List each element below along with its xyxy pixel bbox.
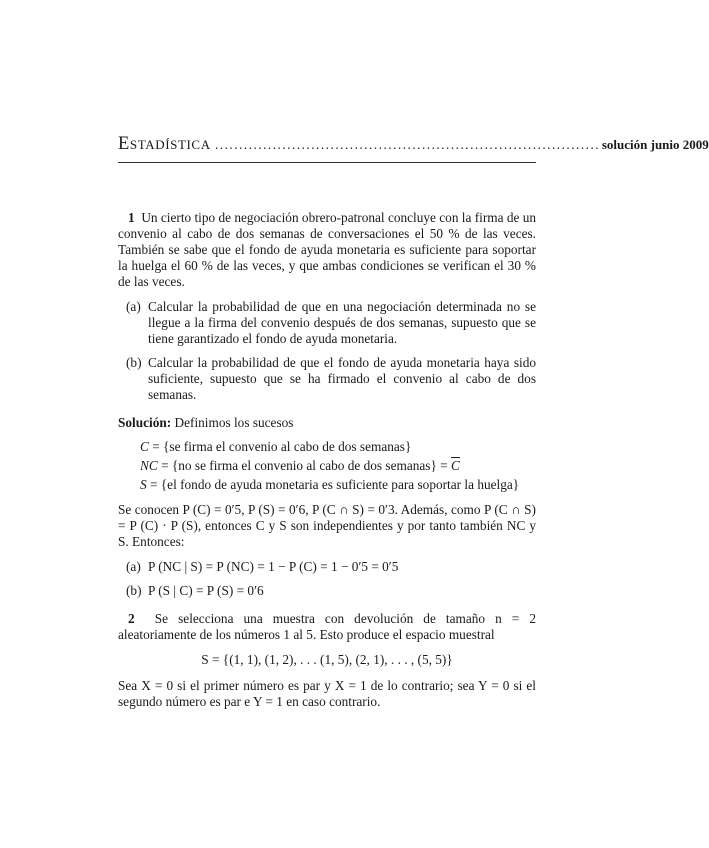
- document-body: [118, 210, 536, 710]
- page-header: [118, 134, 709, 156]
- item-text: P (S | C) = P (S) = 0′6: [148, 583, 264, 598]
- item-text: Calcular la probabilidad de que el fondo de ayuda monetaria haya sido suficiente, supuesto que se ha firmado el convenio al cabo de dos semanas.: [148, 355, 536, 402]
- problem-1-item-b: [118, 355, 536, 403]
- solution-known: Se conocen P (C) = 0′5, P (S) = 0′6, P (C ∩ S) = 0′3. Además, como P (C ∩ S) = P (C) · P (S), entonces C y S son independientes y por tanto también NC y S. Entonces:: [118, 502, 536, 549]
- problem-1-item-a: [118, 299, 536, 347]
- problem-2-text: Se selecciona una muestra con devolución de tamaño n = 2 aleatoriamente de los números 1 al 5. Esto produce el espacio muestral: [118, 611, 536, 642]
- solution-answer-b: [118, 583, 536, 599]
- problem-1-number: 1: [128, 210, 135, 225]
- definition-eq: = {el fondo de ayuda monetaria es suficiente para soportar la huelga}: [146, 477, 520, 492]
- header-rule: [118, 162, 536, 163]
- sample-space: S = {(1, 1), (1, 2), . . . (1, 5), (2, 1), . . . , (5, 5)}: [201, 652, 453, 667]
- problem-2-tail: Sea X = 0 si el primer número es par y X = 1 de lo contrario; sea Y = 0 si el segundo número es par e Y = 1 en caso contrario.: [118, 678, 536, 709]
- header-title: Estadística: [118, 134, 211, 154]
- definition-var: C: [140, 439, 149, 454]
- definition-eq: = {no se firma el convenio al cabo de dos semanas} =: [157, 458, 451, 473]
- problem-2-statement: [118, 611, 536, 643]
- header-dot-leader: ................................................................................: [214, 138, 600, 152]
- item-label: (a): [126, 559, 141, 574]
- item-text: Calcular la probabilidad de que en una negociación determinada no se llegue a la firma del convenio después de dos semanas, supuesto que se tiene garantizado el fondo de ayuda monetaria.: [148, 299, 536, 346]
- item-label: (b): [126, 355, 142, 370]
- problem-2-number: 2: [128, 611, 135, 626]
- header-subtitle: solución junio 2009: [601, 137, 709, 152]
- definition-s: [140, 475, 536, 494]
- solution-intro-text: Definimos los sucesos: [174, 415, 294, 430]
- solution-intro: [118, 415, 536, 431]
- event-definitions: [140, 437, 536, 494]
- complement-c: $\overline{C}$: [451, 458, 460, 473]
- definition-nc: [140, 456, 536, 475]
- definition-eq: = {se firma el convenio al cabo de dos semanas}: [148, 439, 412, 454]
- solution-answer-a: [118, 559, 536, 575]
- problem-1-statement: [118, 210, 536, 290]
- item-label: (b): [126, 583, 142, 598]
- item-text: P (NC | S) = P (NC) = 1 − P (C) = 1 − 0′5 = 0′5: [148, 559, 399, 574]
- solution-heading: Solución:: [118, 415, 172, 430]
- definition-c: [140, 437, 536, 456]
- item-label: (a): [126, 299, 141, 314]
- definition-var: NC: [140, 458, 158, 473]
- problem-1-text: Un cierto tipo de negociación obrero-patronal concluye con la firma de un convenio al cabo de dos semanas de conversaciones el 50 % de las veces. También se sabe que el fondo de ayuda monetaria es suficiente para soportar la huelga el 60 % de las veces, y que ambas condiciones se verifican el 30 % de las veces.: [118, 210, 536, 289]
- definition-var: S: [140, 477, 147, 492]
